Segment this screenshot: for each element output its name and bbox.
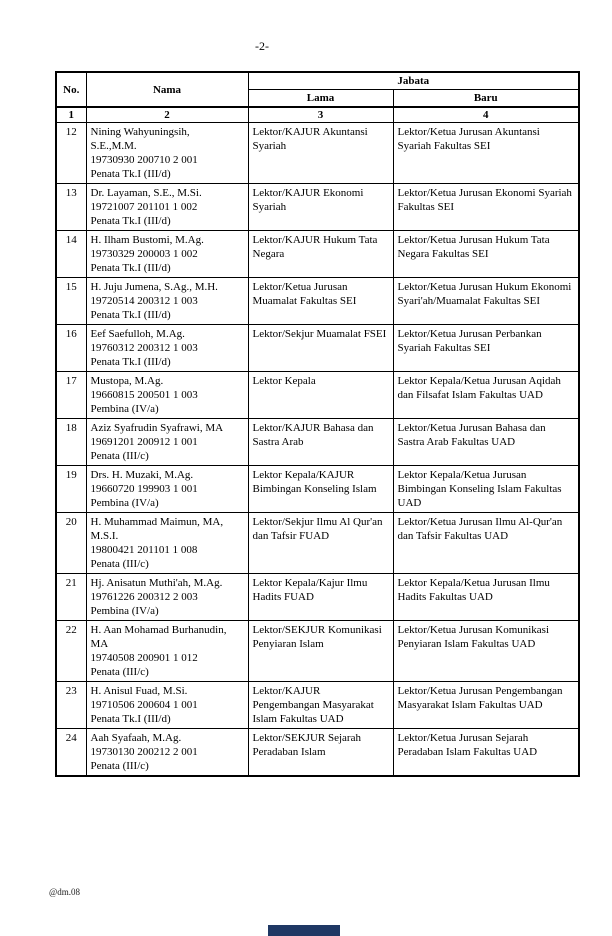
person-nip: 19660815 200501 1 003 <box>90 389 198 401</box>
table-row <box>56 231 579 278</box>
table-header <box>56 72 579 123</box>
person-name: Mustopa, M.Ag. <box>90 375 164 387</box>
table-row <box>56 278 579 325</box>
header-nama: Nama <box>86 72 248 107</box>
table-row <box>56 682 579 729</box>
person-rank: Penata (III/c) <box>90 666 149 678</box>
person-name: H. Ilham Bustomi, M.Ag. <box>90 234 204 246</box>
cell-jabatan-lama: Lektor/KAJUR Ekonomi Syariah <box>248 184 393 231</box>
cell-jabatan-lama: Lektor/KAJUR Pengembangan Masyarakat Islam Fakultas UAD <box>248 682 393 729</box>
table-body <box>56 123 579 777</box>
cell-no: 19 <box>56 466 86 513</box>
table-row <box>56 325 579 372</box>
cell-jabatan-lama: Lektor/Ketua Jurusan Muamalat Fakultas SEI <box>248 278 393 325</box>
cell-jabatan-baru: Lektor/Ketua Jurusan Komunikasi Penyiaran Islam Fakultas UAD <box>393 621 579 682</box>
person-rank: Penata Tk.I (III/d) <box>90 215 171 227</box>
cell-nama <box>86 278 248 325</box>
cell-jabatan-baru: Lektor/Ketua Jurusan Pengembangan Masyarakat Islam Fakultas UAD <box>393 682 579 729</box>
colnum-2: 2 <box>86 107 248 123</box>
cell-jabatan-lama: Lektor/Sekjur Muamalat FSEI <box>248 325 393 372</box>
person-nip: 19730930 200710 2 001 <box>90 154 198 166</box>
person-rank: Penata Tk.I (III/d) <box>90 713 171 725</box>
table-row <box>56 123 579 184</box>
table-row <box>56 621 579 682</box>
cell-nama <box>86 621 248 682</box>
cell-jabatan-baru: Lektor/Ketua Jurusan Hukum Ekonomi Syari'ah/Muamalat Fakultas SEI <box>393 278 579 325</box>
cell-no: 20 <box>56 513 86 574</box>
cell-no: 13 <box>56 184 86 231</box>
cell-no: 21 <box>56 574 86 621</box>
person-nip: 19660720 199903 1 001 <box>90 483 198 495</box>
cell-jabatan-baru: Lektor/Ketua Jurusan Perbankan Syariah Fakultas SEI <box>393 325 579 372</box>
person-name: H. Muhammad Maimun, MA, M.S.I. <box>90 516 224 542</box>
header-baru: Baru <box>393 90 579 108</box>
person-rank: Penata (III/c) <box>90 760 149 772</box>
cell-nama <box>86 682 248 729</box>
cell-nama <box>86 123 248 184</box>
person-name: Dr. Layaman, S.E., M.Si. <box>90 187 202 199</box>
person-nip: 19710506 200604 1 001 <box>90 699 198 711</box>
person-nip: 19761226 200312 2 003 <box>90 591 198 603</box>
cell-nama <box>86 231 248 278</box>
cell-jabatan-baru: Lektor/Ketua Jurusan Akuntansi Syariah Fakultas SEI <box>393 123 579 184</box>
cell-jabatan-lama: Lektor/KAJUR Akuntansi Syariah <box>248 123 393 184</box>
person-nip: 19730130 200212 2 001 <box>90 746 198 758</box>
person-nip: 19691201 200912 1 001 <box>90 436 198 448</box>
cell-jabatan-lama: Lektor/SEKJUR Sejarah Peradaban Islam <box>248 729 393 777</box>
cell-jabatan-baru: Lektor/Ketua Jurusan Hukum Tata Negara Fakultas SEI <box>393 231 579 278</box>
cell-nama <box>86 184 248 231</box>
cell-no: 14 <box>56 231 86 278</box>
cell-nama <box>86 325 248 372</box>
person-name: Nining Wahyuningsih, S.E.,M.M. <box>90 126 190 152</box>
person-rank: Penata Tk.I (III/d) <box>90 309 171 321</box>
header-lama: Lama <box>248 90 393 108</box>
colnum-3: 3 <box>248 107 393 123</box>
person-name: H. Anisul Fuad, M.Si. <box>90 685 188 697</box>
table-row <box>56 729 579 777</box>
cell-jabatan-baru: Lektor/Ketua Jurusan Ilmu Al-Qur'an dan Tafsir Fakultas UAD <box>393 513 579 574</box>
header-jabatan-group: Jabata <box>248 72 579 90</box>
cell-jabatan-baru: Lektor Kepala/Ketua Jurusan Aqidah dan Filsafat Islam Fakultas UAD <box>393 372 579 419</box>
table-row <box>56 419 579 466</box>
colnum-1: 1 <box>56 107 86 123</box>
person-rank: Penata Tk.I (III/d) <box>90 356 171 368</box>
colnum-4: 4 <box>393 107 579 123</box>
cell-no: 17 <box>56 372 86 419</box>
person-nip: 19800421 201101 1 008 <box>90 544 198 556</box>
table-row <box>56 513 579 574</box>
person-name: Hj. Anisatun Muthi'ah, M.Ag. <box>90 577 223 589</box>
header-no: No. <box>56 72 86 107</box>
footer-note: @dm.08 <box>49 887 81 897</box>
cell-jabatan-lama: Lektor Kepala/KAJUR Bimbingan Konseling Islam <box>248 466 393 513</box>
cell-nama <box>86 513 248 574</box>
cell-nama <box>86 372 248 419</box>
cell-no: 15 <box>56 278 86 325</box>
table-row <box>56 184 579 231</box>
cell-no: 22 <box>56 621 86 682</box>
cell-jabatan-baru: Lektor/Ketua Jurusan Sejarah Peradaban Islam Fakultas UAD <box>393 729 579 777</box>
person-name: Eef Saefulloh, M.Ag. <box>90 328 185 340</box>
person-rank: Pembina (IV/a) <box>90 403 159 415</box>
person-nip: 19720514 200312 1 003 <box>90 295 198 307</box>
cell-jabatan-lama: Lektor/SEKJUR Komunikasi Penyiaran Islam <box>248 621 393 682</box>
table-row <box>56 574 579 621</box>
person-name: Aah Syafaah, M.Ag. <box>90 732 182 744</box>
cell-no: 16 <box>56 325 86 372</box>
cell-jabatan-lama: Lektor/Sekjur Ilmu Al Qur'an dan Tafsir FUAD <box>248 513 393 574</box>
cell-jabatan-baru: Lektor/Ketua Jurusan Bahasa dan Sastra Arab Fakultas UAD <box>393 419 579 466</box>
table-row <box>56 372 579 419</box>
person-nip: 19740508 200901 1 012 <box>90 652 198 664</box>
cell-jabatan-lama: Lektor Kepala/Kajur Ilmu Hadits FUAD <box>248 574 393 621</box>
cell-jabatan-lama: Lektor/KAJUR Hukum Tata Negara <box>248 231 393 278</box>
cell-nama <box>86 466 248 513</box>
person-name: H. Juju Jumena, S.Ag., M.H. <box>90 281 218 293</box>
person-nip: 19760312 200312 1 003 <box>90 342 198 354</box>
cell-no: 23 <box>56 682 86 729</box>
person-rank: Pembina (IV/a) <box>90 497 159 509</box>
cell-no: 12 <box>56 123 86 184</box>
cell-jabatan-lama: Lektor Kepala <box>248 372 393 419</box>
page-number: -2- <box>255 39 269 53</box>
person-rank: Penata (III/c) <box>90 450 149 462</box>
cell-jabatan-lama: Lektor/KAJUR Bahasa dan Sastra Arab <box>248 419 393 466</box>
cell-no: 18 <box>56 419 86 466</box>
cell-no: 24 <box>56 729 86 777</box>
cell-nama <box>86 729 248 777</box>
person-name: H. Aan Mohamad Burhanudin, MA <box>90 624 227 650</box>
jabatan-table <box>55 71 580 777</box>
person-name: Drs. H. Muzaki, M.Ag. <box>90 469 194 481</box>
cell-nama <box>86 419 248 466</box>
person-rank: Penata Tk.I (III/d) <box>90 168 171 180</box>
person-nip: 19721007 201101 1 002 <box>90 201 198 213</box>
cell-jabatan-baru: Lektor Kepala/Ketua Jurusan Ilmu Hadits Fakultas UAD <box>393 574 579 621</box>
person-rank: Penata (III/c) <box>90 558 149 570</box>
table-row <box>56 466 579 513</box>
person-rank: Penata Tk.I (III/d) <box>90 262 171 274</box>
cell-nama <box>86 574 248 621</box>
person-name: Aziz Syafrudin Syafrawi, MA <box>90 422 224 434</box>
person-nip: 19730329 200003 1 002 <box>90 248 198 260</box>
cell-jabatan-baru: Lektor Kepala/Ketua Jurusan Bimbingan Konseling Islam Fakultas UAD <box>393 466 579 513</box>
cell-jabatan-baru: Lektor/Ketua Jurusan Ekonomi Syariah Fakultas SEI <box>393 184 579 231</box>
person-rank: Pembina (IV/a) <box>90 605 159 617</box>
bottom-bar <box>268 925 340 936</box>
